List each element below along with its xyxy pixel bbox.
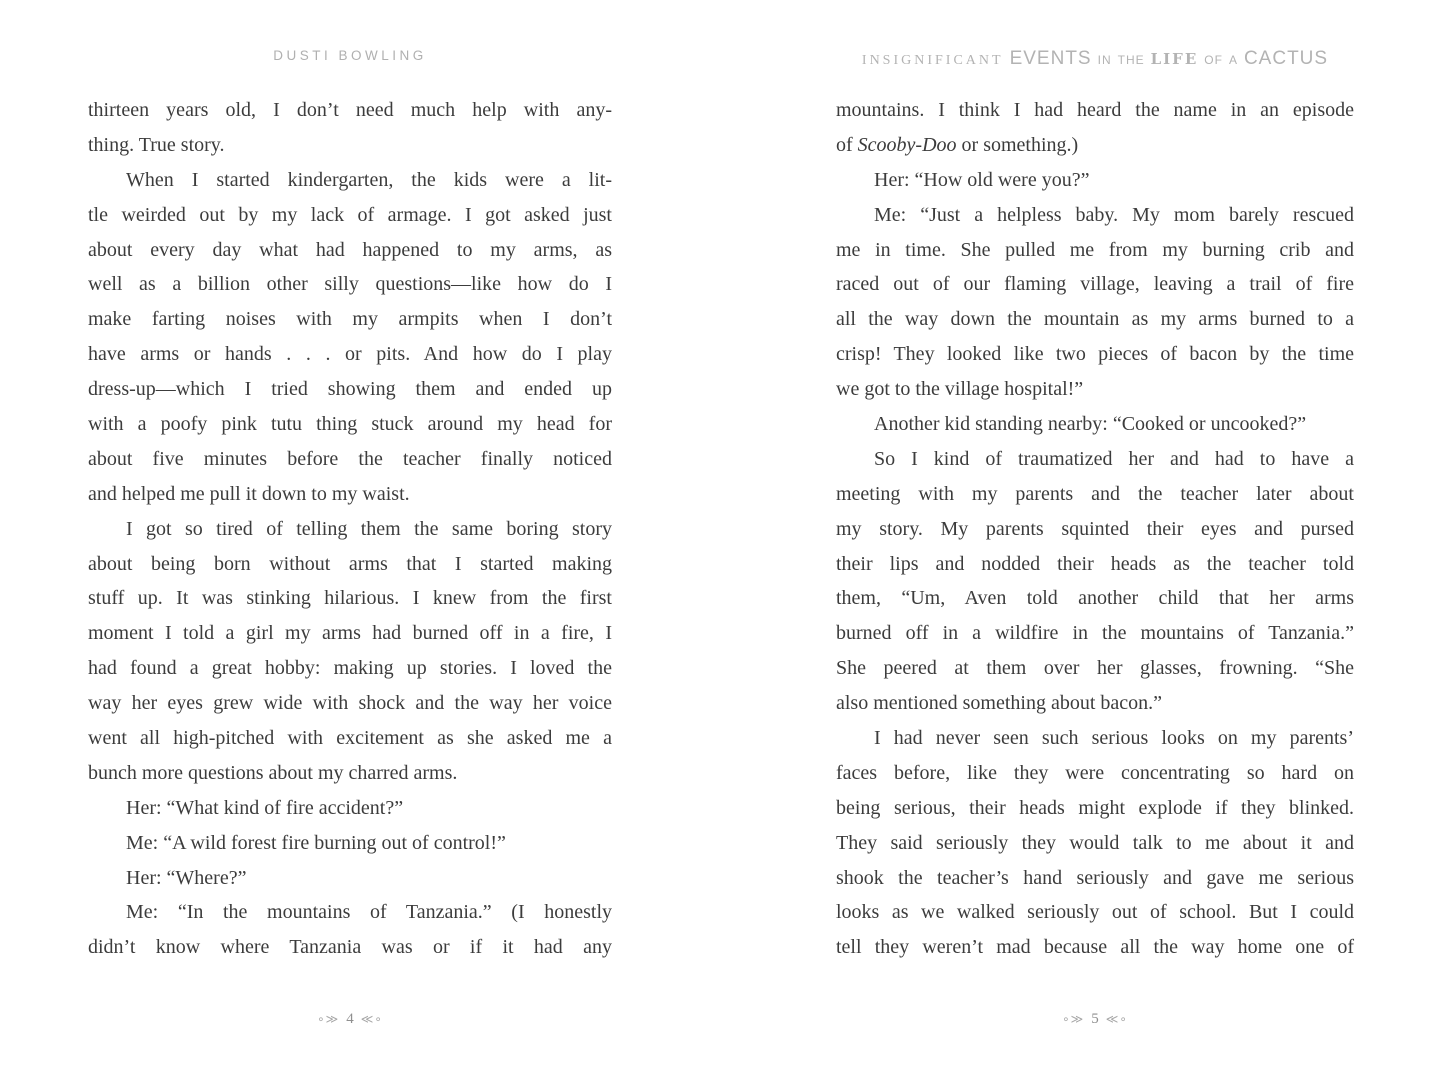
text-line: Her: “What kind of fire accident?”	[126, 796, 404, 819]
text-line: bunch more questions about my charred arms.	[88, 761, 458, 784]
text-line: I had never seen such serious looks on my parents’	[874, 727, 1354, 750]
text-line: dress-up—which I tried showing them and ended up	[88, 378, 612, 401]
text-line: had found a great hobby: making up stories. I loved the	[88, 657, 612, 680]
text-line: with a poofy pink tutu thing stuck around my head for	[88, 413, 612, 436]
right-page-text-column	[836, 93, 1354, 965]
text-line: Me: “Just a helpless baby. My mom barely rescued	[874, 203, 1354, 226]
text-line: about every day what had happened to my arms, as	[88, 238, 612, 261]
text-line: well as a billion other silly questions—like how do I	[88, 273, 612, 296]
text-line: also mentioned something about bacon.”	[836, 692, 1163, 715]
text-line: all the way down the mountain as my arms burned to a	[836, 308, 1354, 331]
text-line: thirteen years old, I don’t need much help with any-	[88, 99, 612, 121]
title-word: INSIGNIFICANT	[861, 53, 1004, 68]
text-line	[836, 128, 1354, 163]
text-line: Her: “Where?”	[126, 866, 247, 889]
text-line: way her eyes grew wide with shock and the way her voice	[88, 692, 612, 715]
text-line: have arms or hands . . . or pits. And how do I play	[88, 343, 612, 366]
text-line: mountains. I think I had heard the name in an episode	[836, 99, 1354, 121]
text-line: looks as we walked seriously out of school. But I could	[836, 901, 1354, 924]
text-line: raced out of our flaming village, leaving a trail of fire	[836, 273, 1354, 296]
text-line: shook the teacher’s hand seriously and gave me serious	[836, 866, 1354, 889]
text-line: When I started kindergarten, the kids were a lit-	[126, 168, 612, 191]
text-line: Her: “How old were you?”	[874, 168, 1090, 191]
text-segment: of	[836, 133, 858, 156]
text-line: faces before, like they were concentrating so hard on	[836, 761, 1354, 784]
italic-text: Scooby-Doo	[857, 133, 957, 156]
text-line: Me: “In the mountains of Tanzania.” (I honestly	[126, 901, 612, 924]
left-page-text-column	[88, 93, 612, 965]
text-line: Me: “A wild forest fire burning out of control!”	[126, 831, 506, 854]
text-line: Another kid standing nearby: “Cooked or uncooked?”	[874, 413, 1307, 436]
text-line: stuff up. It was stinking hilarious. I knew from the first	[88, 587, 612, 610]
title-running-head	[836, 48, 1354, 70]
text-line: crisp! They looked like two pieces of bacon by the time	[836, 343, 1354, 366]
text-line: meeting with my parents and the teacher later about	[836, 482, 1354, 505]
title-word: OF	[1204, 53, 1223, 67]
text-line: make farting noises with my armpits when I don’t	[88, 308, 612, 331]
left-page-folio	[88, 1008, 612, 1030]
text-line: She peered at them over her glasses, frowning. “She	[836, 657, 1354, 680]
title-word: A	[1228, 53, 1238, 67]
text-line: we got to the village hospital!”	[836, 378, 1084, 401]
text-line: didn’t know where Tanzania was or if it had any	[88, 936, 612, 959]
text-line: my story. My parents squinted their eyes and pursed	[836, 517, 1354, 540]
text-line: being serious, their heads might explode if they blinked.	[836, 796, 1354, 819]
text-line: about five minutes before the teacher finally noticed	[88, 447, 612, 470]
title-word: IN	[1097, 53, 1112, 67]
text-line: I got so tired of telling them the same boring story	[126, 517, 612, 540]
folio-ornament-close: ≪∘	[360, 1012, 383, 1026]
title-word: EVENTS	[1009, 48, 1092, 69]
text-line: So I kind of traumatized her and had to have a	[874, 447, 1354, 470]
text-line: burned off in a wildfire in the mountains of Tanzania.”	[836, 622, 1354, 645]
text-line: thing. True story.	[88, 133, 225, 156]
text-line: tle weirded out by my lack of armage. I got asked just	[88, 203, 612, 226]
text-line: them, “Um, Aven told another child that her arms	[836, 587, 1354, 610]
title-word: CACTUS	[1243, 48, 1329, 69]
text-segment: or something.)	[956, 133, 1079, 156]
folio-ornament-open: ∘≫	[317, 1012, 340, 1026]
text-line: They said seriously they would talk to me about it and	[836, 831, 1354, 854]
right-page-folio	[836, 1008, 1354, 1030]
title-word: LIFE	[1150, 50, 1199, 68]
text-line: went all high-pitched with excitement as she asked me a	[88, 727, 612, 750]
text-line: tell they weren’t mad because all the way home one of	[836, 936, 1354, 959]
text-line: me in time. She pulled me from my burning crib and	[836, 238, 1354, 261]
title-word: THE	[1117, 53, 1145, 67]
author-running-head: DUSTI BOWLING	[273, 48, 427, 63]
text-line: moment I told a girl my arms had burned off in a fire, I	[88, 622, 612, 645]
left-page-number: 4	[346, 1010, 354, 1027]
right-page-number: 5	[1091, 1010, 1099, 1027]
text-line: their lips and nodded their heads as the teacher told	[836, 552, 1354, 575]
text-line: and helped me pull it down to my waist.	[88, 482, 410, 505]
folio-ornament-open: ∘≫	[1062, 1012, 1085, 1026]
text-line: about being born without arms that I started making	[88, 552, 612, 575]
folio-ornament-close: ≪∘	[1105, 1012, 1128, 1026]
